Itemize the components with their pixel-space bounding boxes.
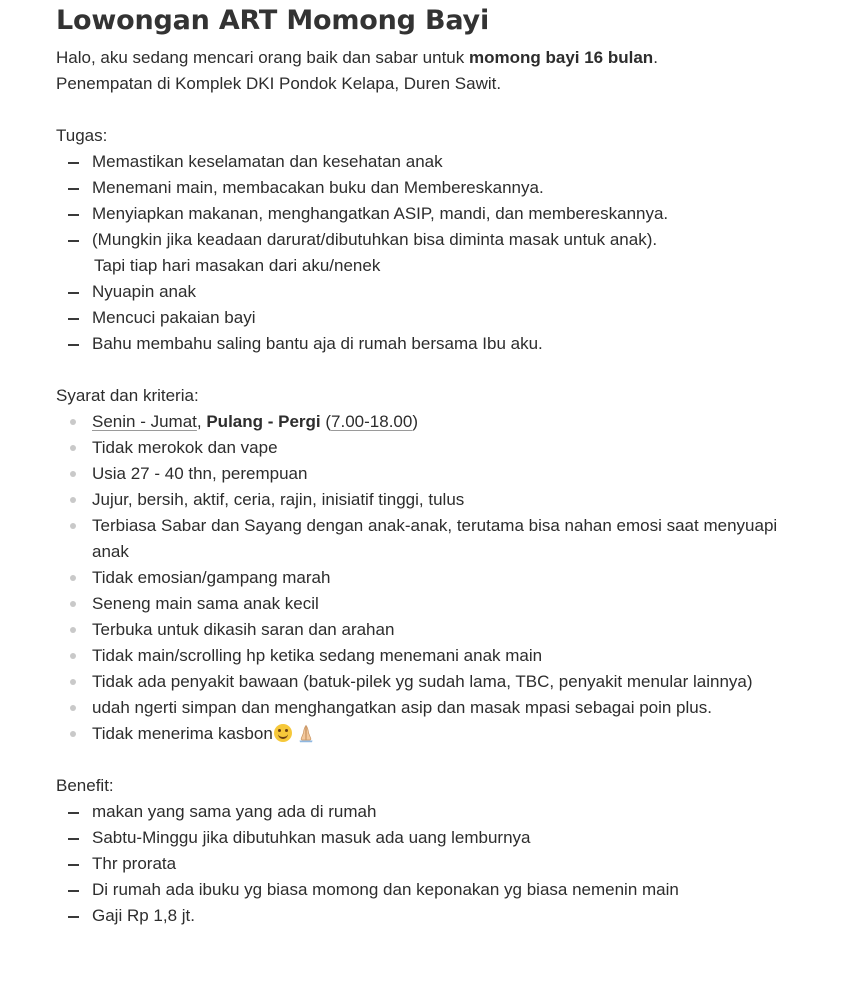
list-item: Nyuapin anak — [56, 279, 817, 305]
list-item: Tidak main/scrolling hp ketika sedang menemani anak main — [56, 643, 817, 669]
list-item: Mencuci pakaian bayi — [56, 305, 817, 331]
list-item: Jujur, bersih, aktif, ceria, rajin, inisiatif tinggi, tulus — [56, 487, 817, 513]
schedule-comma: , — [196, 412, 207, 431]
list-item: Terbiasa Sabar dan Sayang dengan anak-anak, terutama bisa nahan emosi saat menyuapi anak — [56, 513, 817, 565]
benefit-heading: Benefit: — [56, 776, 114, 795]
list-item-schedule — [56, 409, 817, 435]
list-item: Di rumah ada ibuku yg biasa momong dan keponakan yg biasa nemenin main — [56, 877, 817, 903]
list-item-text: Tidak menerima kasbon — [92, 724, 273, 743]
tugas-list — [56, 149, 817, 357]
schedule-hours: 7.00-18.00 — [331, 412, 413, 431]
schedule-paren-close: ) — [412, 412, 418, 431]
list-item: Menemani main, membacakan buku dan Membereskannya. — [56, 175, 817, 201]
list-item: Terbuka untuk dikasih saran dan arahan — [56, 617, 817, 643]
list-item: Seneng main sama anak kecil — [56, 591, 817, 617]
spacer — [56, 97, 817, 123]
smiling-face-icon — [274, 724, 292, 742]
schedule-commute: Pulang - Pergi — [206, 412, 321, 431]
tugas-heading: Tugas: — [56, 126, 108, 145]
schedule-paren-open: ( — [320, 412, 332, 431]
list-item: Gaji Rp 1,8 jt. — [56, 903, 817, 929]
intro-text: Halo, aku sedang mencari orang baik dan sabar untuk — [56, 48, 469, 67]
intro-line-2: Penempatan di Komplek DKI Pondok Kelapa, Duren Sawit. — [56, 74, 502, 93]
list-item-continuation: Tapi tiap hari masakan dari aku/nenek — [94, 256, 381, 275]
benefit-list — [56, 799, 817, 929]
list-item: Tidak ada penyakit bawaan (batuk-pilek yg sudah lama, TBC, penyakit menular lainnya) — [56, 669, 817, 695]
list-item: makan yang sama yang ada di rumah — [56, 799, 817, 825]
list-item — [56, 227, 817, 279]
spacer — [56, 747, 817, 773]
schedule-days: Senin - Jumat — [92, 412, 197, 431]
list-item: Memastikan keselamatan dan kesehatan anak — [56, 149, 817, 175]
list-item: Menyiapkan makanan, menghangatkan ASIP, mandi, dan membereskannya. — [56, 201, 817, 227]
list-item: Thr prorata — [56, 851, 817, 877]
list-item: udah ngerti simpan dan menghangatkan asip dan masak mpasi sebagai poin plus. — [56, 695, 817, 721]
list-item-text: (Mungkin jika keadaan darurat/dibutuhkan bisa diminta masak untuk anak). — [92, 230, 658, 249]
list-item: Sabtu-Minggu jika dibutuhkan masuk ada uang lemburnya — [56, 825, 817, 851]
list-item: Tidak emosian/gampang marah — [56, 565, 817, 591]
intro-line-1 — [56, 45, 817, 71]
folded-hands-icon — [296, 723, 316, 743]
syarat-list — [56, 409, 817, 747]
list-item: Usia 27 - 40 thn, perempuan — [56, 461, 817, 487]
page-title: Lowongan ART Momong Bayi — [56, 5, 490, 36]
list-item: Bahu membahu saling bantu aja di rumah bersama Ibu aku. — [56, 331, 817, 357]
syarat-heading: Syarat dan kriteria: — [56, 386, 199, 405]
spacer — [56, 357, 817, 383]
list-item: Tidak merokok dan vape — [56, 435, 817, 461]
intro-bold-text: momong bayi 16 bulan — [468, 48, 654, 67]
intro-period: . — [653, 48, 658, 67]
list-item-kasbon — [56, 721, 817, 747]
